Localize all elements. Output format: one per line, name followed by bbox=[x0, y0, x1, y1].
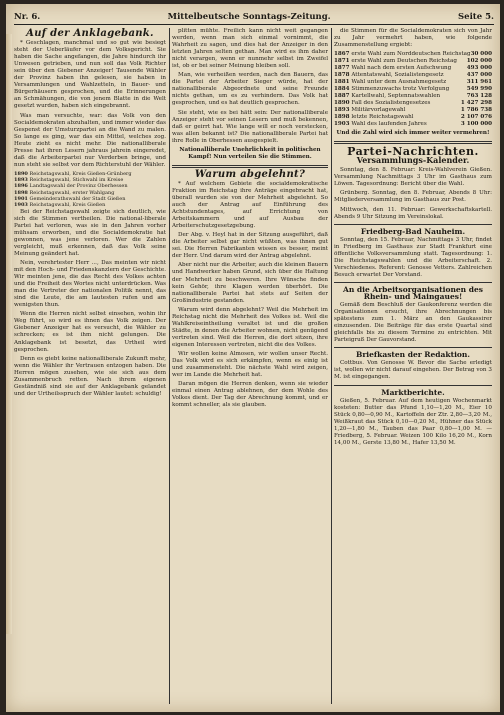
vote-row: 1877 Wahl nach dem ersten Aufschwung 493 000 bbox=[334, 65, 492, 72]
article-paragraph: Gemäß dem Beschluß der Gaukonferenz werden die Organisationen ersucht, ihre Abrechnungen bis spätestens zum 1. März an den Gaukassirer einzusenden. Die Beiträge für das erste Quartal sind gleichfalls bis zu diesem Termine zu entrichten. Mit Parteigruß Der Gauvorstand. bbox=[334, 302, 492, 344]
vote-row: 1867 erste Wahl zum Norddeutschen Reichstag 30 000 bbox=[334, 51, 492, 58]
article-paragraph: Was man versuchte, war: das Volk von den Socialdemokraten abzuhalten, und immer wieder das Gespenst der Umsturzpartei an die Wand zu malen. So lange es ging, war das ein Mittel, welches zog. Heute zieht es nicht mehr. Die nationalliberale Presse hat ihren Lesern jahraus jahrein eingeredet, daß die Arbeiterpartei nur Verderben bringe, und nun steht sie selbst vor dem Richterstuhl der Wähler. bbox=[14, 112, 166, 168]
section-divider bbox=[334, 141, 492, 144]
year-row: 1896 Landtagswahl der Provinz Oberhessen bbox=[14, 183, 128, 190]
calendar-item: Mittwoch, den 11. Februar: Gewerkschaftskartell. Abends 9 Uhr Sitzung im Vereinslokal. bbox=[334, 206, 492, 220]
newspaper-page bbox=[6, 4, 500, 712]
subsection-title: Marktberichte. bbox=[381, 387, 445, 397]
year-table bbox=[14, 171, 166, 209]
vote-row: 1887 Kartellwahl, Septennatswahlen 763 128 bbox=[334, 93, 492, 100]
column-1 bbox=[14, 28, 166, 706]
year-row: 1901 Gemeinderathswahl der Stadt Gießen bbox=[14, 196, 126, 203]
article-paragraph: Warum wird denn abgelehnt? Weil die Mehrheit im Reichstag nicht die Mehrheit des Volkes ist. Weil die Wahlkreiseintheilung veraltet ist und die großen Städte, in denen die Arbeiter wohnen, nicht genügend vertreten sind. Weil die Herren, die dort sitzen, ihre eigenen Interessen vertreten, nicht die des Volkes. bbox=[172, 306, 328, 348]
year-row: 1893 Reichstagswahl, Stichwahl im Kreise bbox=[14, 177, 124, 184]
vote-row: 1878 Attentatswahl, Sozialistengesetz 437 000 bbox=[334, 72, 492, 79]
vote-row: 1898 letzte Reichstagswahl 2 107 076 bbox=[334, 114, 492, 121]
article-paragraph: * Auf welchem Gebiete die socialdemokratische Fraktion im Reichstag ihre Anträge eingebracht hat, überall wurden sie von der Mehrheit abgelehnt. So auch der Antrag auf Einführung des Achtstundentages, auf Errichtung von Arbeitskammern und auf Ausbau der Arbeiterschutzgesetzgebung. bbox=[172, 180, 328, 230]
section-title: Partei-Nachrichten. bbox=[347, 145, 479, 159]
year-row: 1898 Reichstagswahl, erster Wahlgang bbox=[14, 189, 115, 196]
article-paragraph: Sie steht, wie es bei hätt sein: Der nationalliberale Anzeiger steht vor seinen Lesern und muß bekennen, daß er geirrt hat. Wie lange will er noch verstecken, was allen bekannt ist? Die nationalliberale Partei hat ihre Rolle in Oberhessen ausgespielt. bbox=[172, 109, 328, 144]
page-number: Nr. 6. bbox=[14, 12, 41, 22]
vote-row: 1890 Fall des Sozialistengesetzes 1 427 298 bbox=[334, 100, 492, 107]
article-paragraph: * Geschlagen, manchmal und so gut wie besiegt steht der Ueberläufer vor dem Volksgericht. Sie haben die Sache angefangen, die Jahre hindurch ihr Unwesen getrieben, und nun soll das Volk Richter sein über den Giebener Anzeiger! Tausende Wähler der Provinz haben ihn gelesen, sie haben in Versammlungen und Wahlzetteln, in Bauer- und Bürgerhäusern gesprochen, und die Erinnerungen an Schmähungen, die von jenem Blatte in die Welt gesetzt wurden, haben sich eingebrannt. bbox=[14, 40, 166, 110]
section-divider bbox=[172, 165, 328, 168]
year-row: 1903 Reichstagswahl, Kreis Gießen bbox=[14, 202, 106, 209]
calendar-item: Sonntag, den 8. Februar: Kreis-Wahlverein Gießen. Versammlung Nachmittags 3 Uhr im Gasthaus zum Löwen. Tagesordnung: Bericht über die Wahl. bbox=[334, 167, 492, 188]
page-edge bbox=[6, 34, 12, 634]
vote-footer: Und die Zahl wird sich immer weiter vermehren! bbox=[336, 130, 490, 137]
year-row: 1890 Reichstagswahl, Kreis Gießen-Grünberg bbox=[14, 170, 132, 177]
article-paragraph: Sonntag, den 15. Februar, Nachmittags 3 Uhr, findet in Friedberg im Gasthaus zur Stadt Frankfurt eine öffentliche Volksversammlung statt. Tagesordnung: 1. Die Reichstagswahlen und die Arbeiterschaft. 2. Verschiedenes. Referent: Genosse Vetters. Zahlreichen Besuch erwartet Der Vorstand. bbox=[334, 236, 492, 278]
article-paragraph: plitten mühte. Freilich kann nicht weit gegangen werden, wenn man sich einmal vornimmt, die Wahrheit zu sagen, und dies hat der Anzeiger in den letzten Jahren selten gethan. Man wird es ihm daher nicht verargen, wenn er nunmehr selbst im Zweifel ist, ob er bei seiner Meinung bleiben soll. bbox=[172, 28, 328, 70]
vote-row: 1881 Wahl unter dem Ausnahmegesetz 311 961 bbox=[334, 79, 492, 86]
vote-row: 1903 Wahl des laufenden Jahres 3 100 000 bbox=[334, 121, 492, 128]
article-paragraph: Gießen, 5. Februar. Auf dem heutigen Wochenmarkt kosteten: Butter das Pfund 1,10—1,20 M., Eier 10 Stück 0,80—0,90 M., Kartoffeln der Ztr. 2,80—3,20 M., Weißkraut das Stück 0,10—0,20 M., Hühner das Stück 1,20—1,80 M., Tauben das Paar 0,80—1,00 M. — Friedberg, 5. Februar. Weizen 100 Kilo 16,20 M., Korn 14,00 M., Gerste 13,80 M., Hafer 13,50 M. bbox=[334, 397, 492, 446]
article-title: Auf der Anklagebank. bbox=[26, 28, 154, 39]
column-2 bbox=[172, 28, 328, 706]
vote-row: 1871 erste Wahl zum Deutschen Reichstag 102 000 bbox=[334, 58, 492, 65]
paper-title: Mittelbeutsche Sonntags-Zeitung. bbox=[167, 12, 331, 22]
divider bbox=[334, 347, 492, 348]
column-rule bbox=[169, 28, 170, 704]
article-paragraph: die Stimmen für die Socialdemokraten sich von Jahr zu Jahr vermehrt haben, wie folgende Zusammenstellung ergiebt: bbox=[334, 28, 492, 49]
article-paragraph: Der Abg. v. Heyl hat in der Sitzung ausgeführt, daß die Arbeiter selbst gar nicht wüßten, was ihnen gut sei. Die Herren Fabrikanten wissen es besser, meint der Herr. Und darum wird der Antrag abgelehnt. bbox=[172, 232, 328, 260]
article-paragraph: Nein, verehrtester Herr ..., Das meinten wir nicht mit den Hoch- und Friedenskanzlern der Geschichte. Wir meinten jene, die das Recht des Volkes achten und die Freiheit des Wortes nicht unterdrücken. Was man die Vertreter der nationalen Politik nennt, das sind die Leute, die am lautesten rufen und am wenigsten thun. bbox=[14, 260, 166, 309]
article-paragraph: Cottbus. Von Genosse W. Bevor die Sache erledigt ist, wollen wir nicht darauf eingehen. Der Betrag von 3 M. ist eingegangen. bbox=[334, 360, 492, 381]
divider bbox=[334, 282, 492, 283]
vote-row: 1893 Militärvorlagewahl 1 786 738 bbox=[334, 107, 492, 114]
vote-table bbox=[334, 51, 492, 128]
page-label: Seite 5. bbox=[458, 12, 494, 22]
article-paragraph: Wenn die Herren nicht selbst einsehen, wohin ihr Weg führt, so wird es ihnen das Volk zeigen. Der Giebener Anzeiger hat es versucht, die Wähler zu schrecken; es ist ihm nicht gelungen. Die Anklagebank ist besetzt, das Urtheil wird gesprochen. bbox=[14, 311, 166, 353]
subsection-title: Friedberg-Bad Nauheim. bbox=[360, 226, 466, 236]
page-header bbox=[14, 10, 494, 25]
article-paragraph: Denn es giebt keine nationalliberale Zukunft mehr, wenn die Wähler ihr Vertrauen entzogen haben. Die Herren mögen zusehen, wie sie sich aus dem Zusammenbruch retten. Nach ihrem eigenen Geständniß sind sie auf der Anklagebank gelandet und der Urtheilsspruch der Wähler lautet: schuldig! bbox=[14, 355, 166, 397]
article-paragraph: Bei der Reichstagswahl zeigte sich deutlich, wie sich die Stimmen vertheilen. Die national-liberale Partei hat verloren, was sie in den Jahren vorher mühsam erworben, und die Socialdemokratie hat gewonnen, was jene verloren. Wer die Zahlen vergleicht, muß erkennen, daß das Volk seine Meinung geändert hat. bbox=[14, 208, 166, 257]
subsection-title: Briefkasten der Redaktion. bbox=[356, 350, 470, 360]
article-title: Warum abgelehnt? bbox=[194, 168, 306, 180]
subsection-title: An die Arbeitsorganisationen des Rhein- und Maingaues! bbox=[343, 284, 483, 301]
vote-row: 1884 Stimmenzuwachs trotz Verfolgung 549 990 bbox=[334, 86, 492, 93]
calendar-item: Grünberg. Sonntag, den 8. Februar, Abends 8 Uhr: Mitgliederversammlung im Gasthaus zur Post. bbox=[334, 190, 492, 204]
article-paragraph: Nationalliberale Unehrlichkeit in politischen Kampf! Nun verteilen Sie die Stimmen. bbox=[179, 146, 321, 160]
article-paragraph: Aber nicht nur die Arbeiter, auch die kleinen Bauern und Handwerker haben Grund, sich über die Haltung der Mehrheit zu beschweren. Ihre Wünsche finden kein Gehör, ihre Klagen werden überhört. Die nationalliberale Partei hat stets auf Seiten der Großindustrie gestanden. bbox=[172, 262, 328, 304]
column-3 bbox=[334, 28, 492, 706]
section-subtitle: Versammlungs-Kalender. bbox=[356, 155, 470, 166]
article-paragraph: Man, wie verheißen werden, nach den Bauern, das die Partei der Arbeiter Sieger würde, hat der nationalliberale Abgeordnete und seine Freunde nichts gethan, um es zu verhindern. Das Volk hat gesprochen, und es hat deutlich gesprochen. bbox=[172, 72, 328, 107]
divider bbox=[334, 224, 492, 225]
divider bbox=[334, 385, 492, 386]
article-paragraph: Daran mögen die Herren denken, wenn sie wieder einmal einen Antrag ablehnen, der dem Wohle des Volkes dient. Der Tag der Abrechnung kommt, und er kommt schneller, als sie glauben. bbox=[172, 381, 328, 409]
article-paragraph: Wir wollen keine Almosen, wir wollen unser Recht. Das Volk wird es sich erkämpfen, wenn es einig ist und zusammensteht. Die nächste Wahl wird zeigen, wer im Lande die Mehrheit hat. bbox=[172, 350, 328, 379]
column-rule bbox=[331, 28, 332, 704]
